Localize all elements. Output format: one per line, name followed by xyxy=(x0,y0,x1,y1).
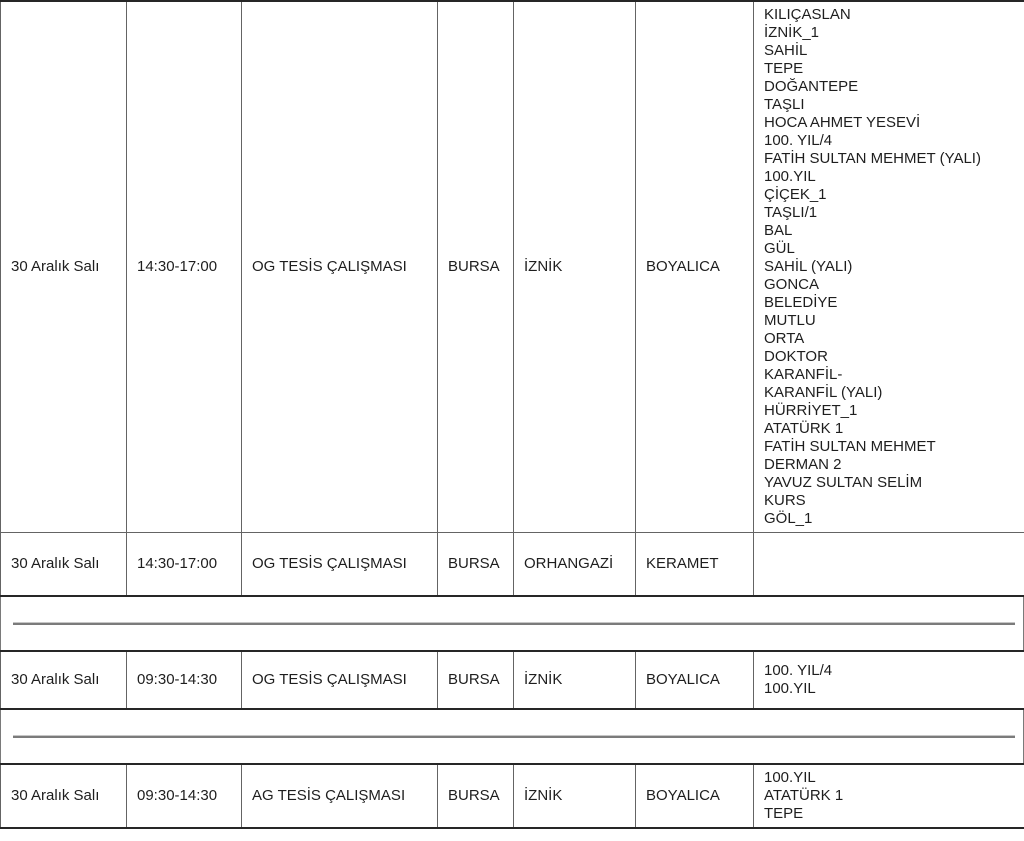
cell-city: BURSA xyxy=(438,1,514,533)
neighborhood-line: TEPE xyxy=(764,805,804,822)
cell-region: BOYALICA xyxy=(636,651,754,709)
cell-date: 30 Aralık Salı xyxy=(1,651,127,709)
cell-time: 14:30-17:00 xyxy=(127,533,242,597)
neighborhood-line: FATİH SULTAN MEHMET (YALI) xyxy=(764,150,981,167)
neighborhood-line: 100.YIL xyxy=(764,168,816,185)
separator-rule xyxy=(13,622,1015,625)
neighborhood-line: ATATÜRK 1 xyxy=(764,787,844,804)
neighborhood-line: 100.YIL xyxy=(764,769,816,786)
neighborhood-line: ATATÜRK 1 xyxy=(764,420,844,437)
neighborhood-line: TAŞLI/1 xyxy=(764,204,818,221)
cell-district: İZNİK xyxy=(514,764,636,828)
cell-time: 09:30-14:30 xyxy=(127,764,242,828)
cell-date: 30 Aralık Salı xyxy=(1,1,127,533)
neighborhood-line: BELEDİYE xyxy=(764,294,838,311)
table-row xyxy=(1,764,1024,828)
neighborhood-line: 100. YIL/4 xyxy=(764,132,833,149)
cell-neighborhoods xyxy=(754,764,1024,828)
cell-district: ORHANGAZİ xyxy=(514,533,636,597)
cell-time: 14:30-17:00 xyxy=(127,1,242,533)
cell-work-type: OG TESİS ÇALIŞMASI xyxy=(242,533,438,597)
section-separator xyxy=(0,710,1024,763)
neighborhood-line: KILIÇASLAN xyxy=(764,6,851,23)
cell-region: BOYALICA xyxy=(636,1,754,533)
neighborhood-line: SAHİL xyxy=(764,42,808,59)
cell-district: İZNİK xyxy=(514,651,636,709)
neighborhood-line: SAHİL (YALI) xyxy=(764,258,853,275)
table-row xyxy=(1,651,1024,709)
cell-work-type: OG TESİS ÇALIŞMASI xyxy=(242,1,438,533)
cell-neighborhoods xyxy=(754,533,1024,597)
cell-region: KERAMET xyxy=(636,533,754,597)
neighborhood-line: 100.YIL xyxy=(764,680,816,697)
cell-neighborhoods xyxy=(754,651,1024,709)
cell-time: 09:30-14:30 xyxy=(127,651,242,709)
neighborhood-line: KARANFİL (YALI) xyxy=(764,384,883,401)
neighborhood-line: GÜL xyxy=(764,240,795,257)
neighborhood-line: GÖL_1 xyxy=(764,510,813,527)
neighborhood-line: KARANFİL- xyxy=(764,366,843,383)
cell-date: 30 Aralık Salı xyxy=(1,533,127,597)
section-separator xyxy=(0,597,1024,650)
neighborhood-line: GONCA xyxy=(764,276,820,293)
neighborhood-line: HÜRRİYET_1 xyxy=(764,402,858,419)
cell-city: BURSA xyxy=(438,764,514,828)
separator-rule xyxy=(13,735,1015,738)
cell-city: BURSA xyxy=(438,651,514,709)
cell-city: BURSA xyxy=(438,533,514,597)
neighborhood-line: İZNİK_1 xyxy=(764,24,820,41)
schedule-table xyxy=(0,763,1024,829)
neighborhood-line: DOĞANTEPE xyxy=(764,78,859,95)
cell-work-type: AG TESİS ÇALIŞMASI xyxy=(242,764,438,828)
neighborhood-line: DOKTOR xyxy=(764,348,828,365)
table-row xyxy=(1,533,1024,597)
cell-date: 30 Aralık Salı xyxy=(1,764,127,828)
neighborhood-line: ÇİÇEK_1 xyxy=(764,186,827,203)
neighborhood-line: TEPE xyxy=(764,60,804,77)
neighborhood-line: ORTA xyxy=(764,330,805,347)
cell-neighborhoods xyxy=(754,1,1024,533)
neighborhood-line: DERMAN 2 xyxy=(764,456,842,473)
neighborhood-line: TAŞLI xyxy=(764,96,805,113)
table-row xyxy=(1,1,1024,533)
schedule-table xyxy=(0,650,1024,710)
neighborhood-line: MUTLU xyxy=(764,312,816,329)
cell-region: BOYALICA xyxy=(636,764,754,828)
neighborhood-line: BAL xyxy=(764,222,793,239)
neighborhood-line: HOCA AHMET YESEVİ xyxy=(764,114,921,131)
neighborhood-line: YAVUZ SULTAN SELİM xyxy=(764,474,923,491)
neighborhood-line: KURS xyxy=(764,492,806,509)
neighborhood-line: 100. YIL/4 xyxy=(764,662,833,679)
cell-district: İZNİK xyxy=(514,1,636,533)
cell-work-type: OG TESİS ÇALIŞMASI xyxy=(242,651,438,709)
neighborhood-line: FATİH SULTAN MEHMET xyxy=(764,438,936,455)
